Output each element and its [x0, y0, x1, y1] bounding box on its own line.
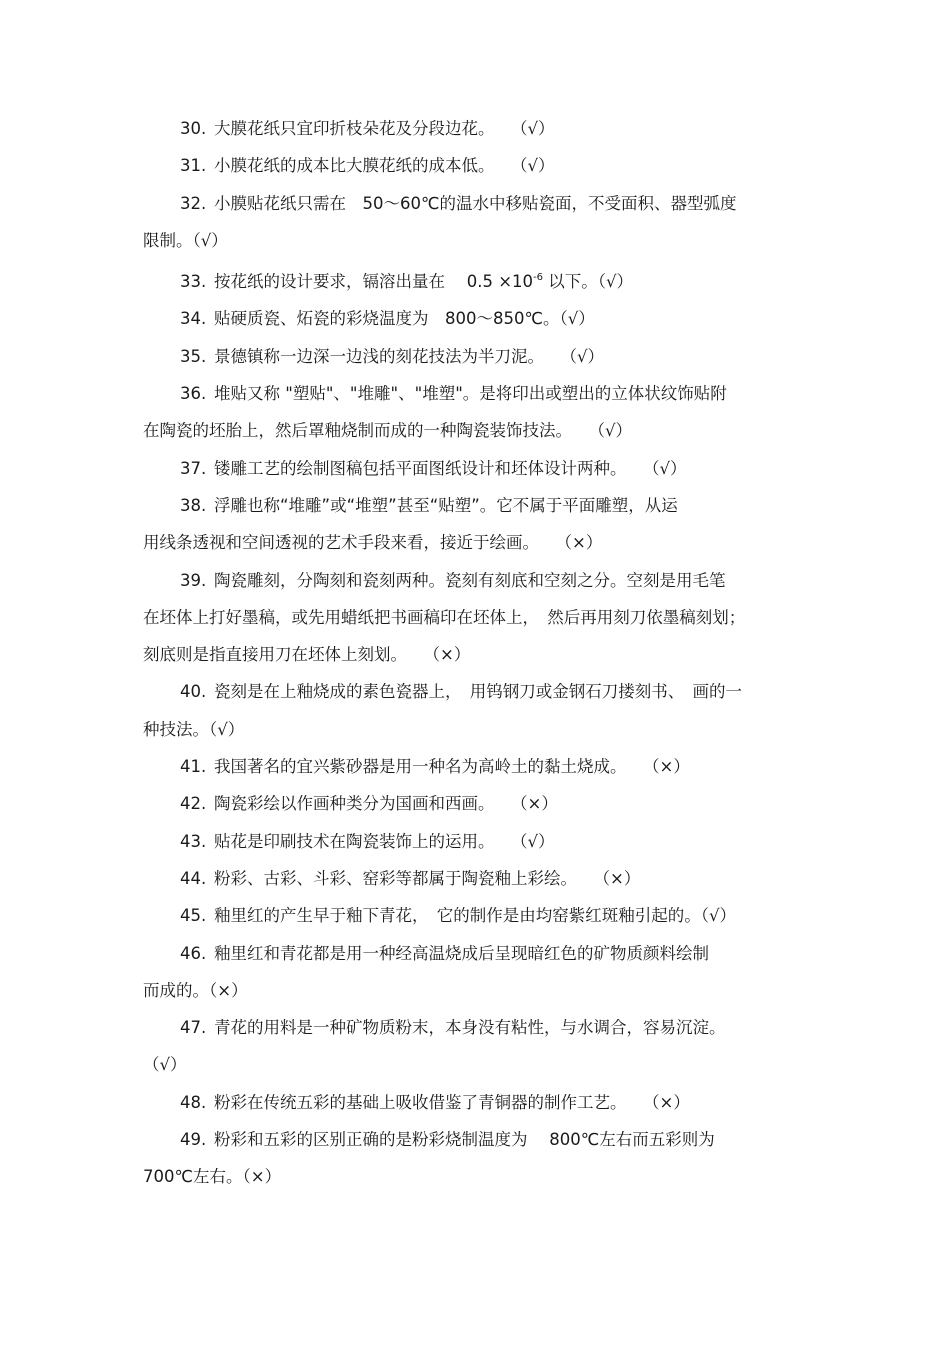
item-text-continued: 700℃左右。（×）: [143, 1167, 282, 1187]
item-text: 贴花是印刷技术在陶瓷装饰上的运用。 （√）: [214, 831, 555, 851]
item-number: 36.: [180, 384, 207, 404]
item-number: 30.: [180, 119, 207, 138]
item-number: 33.: [180, 272, 207, 292]
item-number: 42.: [180, 794, 207, 814]
list-item: [143, 147, 808, 184]
item-text: 粉彩和五彩的区别正确的是粉彩烧制温度为 800℃左右而五彩则为: [214, 1130, 715, 1150]
item-text-continued: 种技法。（√）: [143, 719, 245, 739]
list-item: [143, 823, 808, 860]
item-number: 49.: [180, 1130, 207, 1150]
list-item: [143, 338, 808, 375]
item-text: 釉里红和青花都是用一种经高温烧成后呈现暗红色的矿物质颜料绘制: [214, 943, 709, 963]
item-text-continued: 用线条透视和空间透视的艺术手段来看，接近于绘画。 （×）: [143, 533, 603, 553]
item-number: 35.: [180, 346, 207, 366]
list-item: [143, 1009, 808, 1084]
item-text: 粉彩在传统五彩的基础上吸收借鉴了青铜器的制作工艺。 （×）: [214, 1092, 690, 1112]
list-item: [143, 860, 808, 897]
item-text: 小膜贴花纸只需在 50～60℃的温水中移贴瓷面，不受面积、器型弧度: [214, 193, 737, 213]
item-text: 小膜花纸的成本比大膜花纸的成本低。 （√）: [214, 156, 555, 176]
list-item: [143, 185, 808, 260]
item-text: 青花的用料是一种矿物质粉末，本身没有粘性，与水调合，容易沉淀。: [214, 1018, 726, 1038]
item-text-continued: （√）: [143, 1055, 187, 1075]
list-item: [143, 673, 808, 748]
item-number: 38.: [180, 495, 207, 515]
list-item: [143, 935, 808, 1010]
item-number: 43.: [180, 831, 207, 851]
list-item: [143, 1121, 808, 1196]
list-item: [143, 487, 808, 562]
item-number: 37.: [180, 458, 207, 478]
item-text: 镂雕工艺的绘制图稿包括平面图纸设计和坯体设计两种。 （√）: [214, 458, 687, 478]
item-number: 46.: [180, 943, 207, 963]
item-text-continued: 在陶瓷的坯胎上，然后罩釉烧制而成的一种陶瓷装饰技法。 （√）: [143, 421, 633, 441]
item-text: 我国著名的宜兴紫砂器是用一种名为高岭土的黏土烧成。 （×）: [214, 757, 690, 777]
item-text: 贴硬质瓷、炻瓷的彩烧温度为 800～850℃。（√）: [214, 309, 595, 329]
list-item: [143, 897, 808, 934]
item-number: 32.: [180, 193, 207, 213]
list-item: [143, 748, 808, 785]
item-text-continued: 而成的。（×）: [143, 980, 248, 1000]
list-item: [143, 110, 808, 147]
item-text: 大膜花纸只宜印折枝朵花及分段边花。 （√）: [214, 119, 555, 138]
superscript-exponent: -6: [533, 272, 544, 284]
item-number: 39.: [180, 570, 207, 590]
item-text: 浮雕也称“堆雕”或“堆塑”甚至“贴塑”。它不属于平面雕塑，从运: [214, 495, 678, 515]
item-number: 47.: [180, 1018, 207, 1038]
list-item: [143, 785, 808, 822]
item-text: 陶瓷彩绘以作画种类分为国画和西画。 （×）: [214, 794, 558, 814]
item-number: 34.: [180, 309, 207, 329]
item-text: 粉彩、古彩、斗彩、窑彩等都属于陶瓷釉上彩绘。 （×）: [214, 868, 641, 888]
item-text: 堆贴又称 "塑贴"、"堆雕"、"堆塑"。是将印出或塑出的立体状纹饰贴附: [214, 384, 727, 404]
item-text: 按花纸的设计要求，镉溶出量在 0.5 ×10: [214, 272, 534, 292]
list-item: [143, 300, 808, 337]
item-text-continued: 在坯体上打好墨稿，或先用蜡纸把书画稿印在坯体上， 然后再用刻刀依墨稿刻划；: [143, 607, 746, 627]
item-number: 44.: [180, 868, 207, 888]
list-item: [143, 1084, 808, 1121]
item-text-continued: 限制。（√）: [143, 230, 228, 250]
item-text: 景德镇称一边深一边浅的刻花技法为半刀泥。 （√）: [214, 346, 605, 366]
item-number: 40.: [180, 682, 207, 702]
list-item: [143, 562, 808, 674]
item-number: 48.: [180, 1092, 207, 1112]
item-number: 41.: [180, 757, 207, 777]
list-item: [143, 450, 808, 487]
item-text: 瓷刻是在上釉烧成的素色瓷器上， 用钨钢刀或金钢石刀搂刻书、 画的一: [214, 682, 742, 702]
item-text-continued: 刻底则是指直接用刀在坯体上刻划。 （×）: [143, 645, 471, 665]
question-list: [143, 110, 808, 1196]
list-item: [143, 375, 808, 450]
item-text-tail: 以下。（√）: [543, 272, 634, 292]
item-number: 31.: [180, 156, 207, 176]
item-text: 釉里红的产生早于釉下青花， 它的制作是由均窑紫红斑釉引起的。（√）: [214, 906, 737, 926]
list-item: [143, 259, 808, 300]
item-text: 陶瓷雕刻，分陶刻和瓷刻两种。瓷刻有刻底和空刻之分。空刻是用毛笔: [214, 570, 726, 590]
item-number: 45.: [180, 906, 207, 926]
